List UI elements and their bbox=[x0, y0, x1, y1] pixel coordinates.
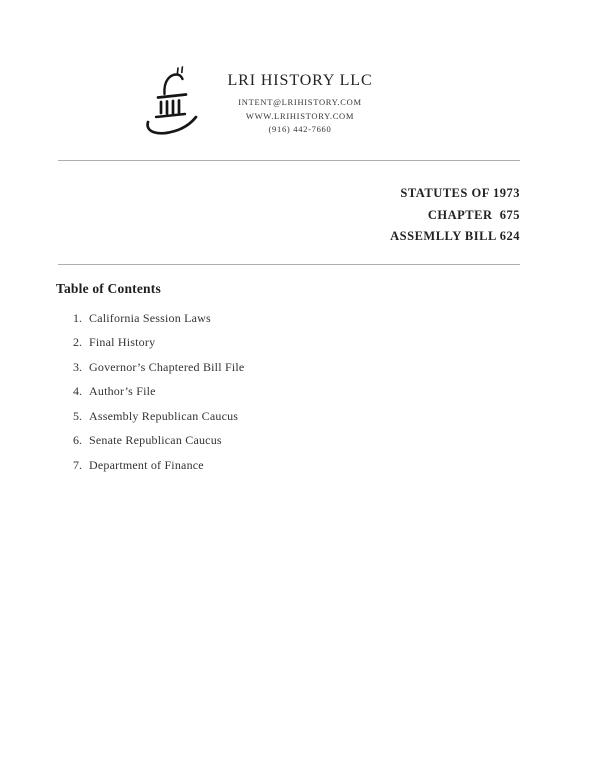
table-of-contents bbox=[56, 281, 520, 483]
capitol-logo-icon bbox=[140, 60, 216, 144]
toc-item-number: 3. bbox=[73, 359, 82, 374]
company-phone: (916) 442-7660 bbox=[268, 124, 332, 134]
toc-item bbox=[70, 384, 520, 409]
toc-item bbox=[70, 311, 520, 336]
divider-top bbox=[58, 160, 520, 161]
company-website: WWW.LRIHISTORY.COM bbox=[245, 110, 355, 121]
letterhead bbox=[0, 0, 600, 160]
company-name: LRI HISTORY LLC bbox=[227, 72, 373, 89]
letterhead-text bbox=[227, 72, 372, 137]
statutes-line: STATUTES OF 1973 bbox=[400, 186, 520, 200]
toc-item-number: 7. bbox=[73, 457, 82, 472]
toc-list bbox=[56, 311, 520, 483]
toc-item bbox=[70, 458, 520, 483]
toc-item bbox=[70, 360, 520, 385]
toc-item-label: Author’s File bbox=[89, 384, 156, 398]
statute-reference bbox=[58, 183, 520, 248]
toc-title: Table of Contents bbox=[56, 280, 161, 296]
toc-item-label: Final History bbox=[89, 335, 156, 349]
toc-item-label: California Session Laws bbox=[89, 310, 211, 325]
bill-line: ASSEMLLY BILL 624 bbox=[390, 229, 520, 243]
toc-item-label: Senate Republican Caucus bbox=[89, 433, 222, 447]
toc-item-number: 4. bbox=[73, 384, 82, 398]
toc-item-number: 2. bbox=[73, 335, 82, 349]
toc-item bbox=[70, 433, 520, 458]
toc-item-label: Assembly Republican Caucus bbox=[89, 408, 239, 423]
toc-item-label: Governor’s Chaptered Bill File bbox=[89, 359, 245, 374]
toc-item bbox=[70, 409, 520, 434]
toc-item-number: 1. bbox=[73, 310, 82, 325]
company-email: INTENT@LRIHISTORY.COM bbox=[238, 97, 362, 107]
toc-item-number: 6. bbox=[73, 433, 82, 447]
chapter-line: CHAPTER 675 bbox=[427, 207, 520, 222]
toc-item bbox=[70, 335, 520, 360]
toc-item-label: Department of Finance bbox=[89, 457, 204, 472]
toc-item-number: 5. bbox=[73, 408, 82, 423]
divider-bottom bbox=[58, 264, 520, 265]
